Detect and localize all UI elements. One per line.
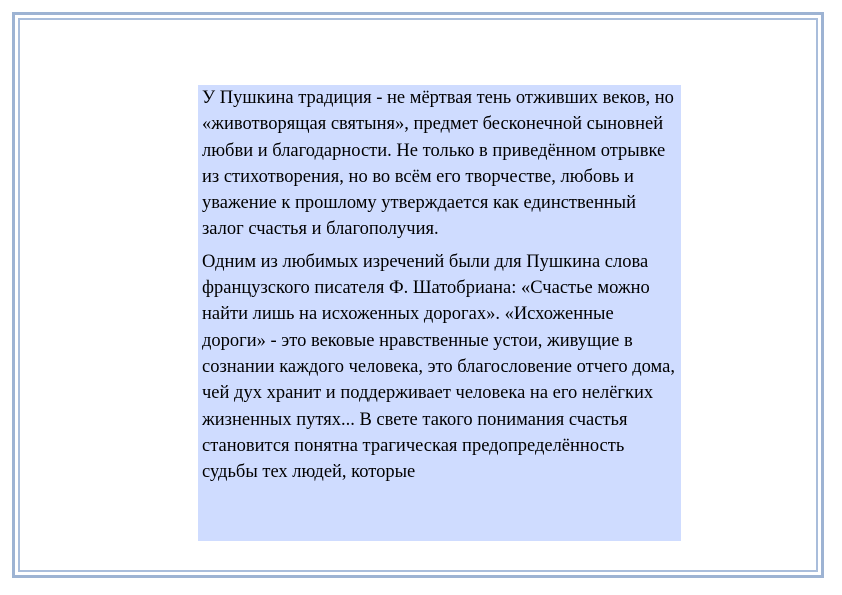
paragraph-2: Одним из любимых изречений были для Пушкина слова французского писателя Ф. Шатобриана: «Счастье можно найти лишь на исхоженных дорогах». «Исхоженные дороги» - это вековые нравственные устои, живущие в сознании каждого человека, это благословение отчего дома, чей дух хранит и поддерживает человека на его нелёгких жизненных путях... В свете такого понимания счастья становится понятна трагическая предопределённость судьбы тех людей, которые <box>202 251 675 483</box>
paragraph-1: У Пушкина традиция - не мёртвая тень отживших веков, но «животворящая святыня», предмет бесконечной сыновней любви и благодарности. Не только в приведённом отрывке из стихотворения, но во всём его творчестве, любовь и уважение к прошлому утверждается как единственный залог счастья и благополучия. <box>202 88 674 240</box>
text-block <box>198 85 681 541</box>
